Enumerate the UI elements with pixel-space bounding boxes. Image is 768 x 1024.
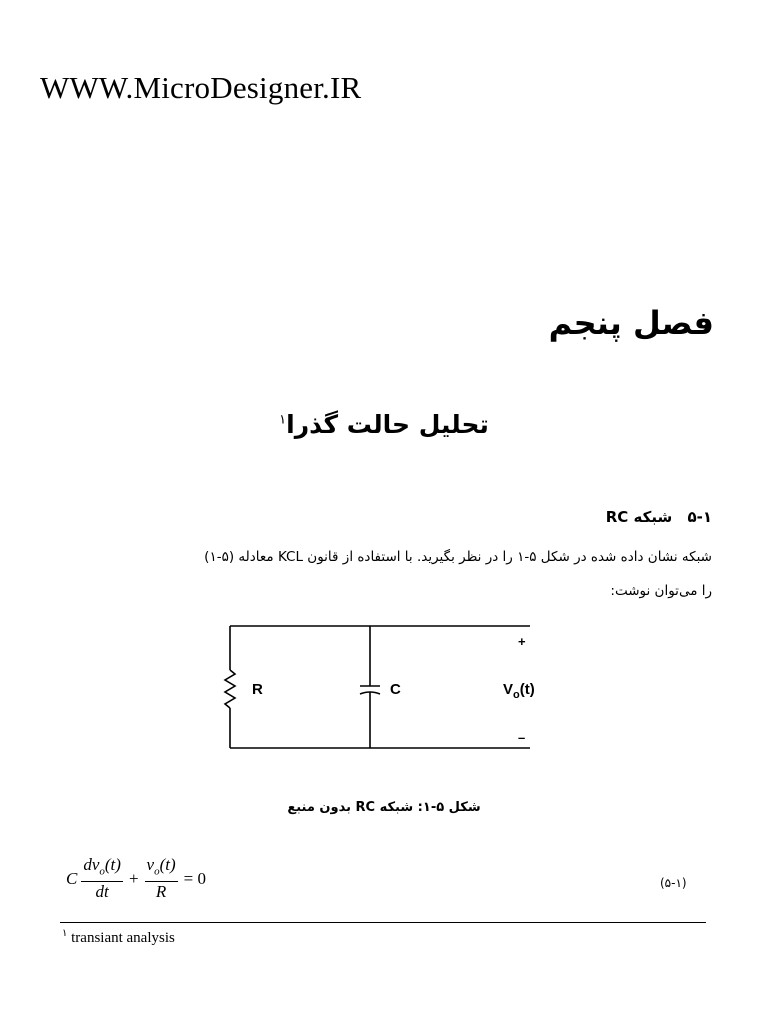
plus-terminal: + (518, 634, 526, 649)
output-voltage-arg: (t) (519, 681, 535, 698)
eq-c: C (66, 868, 78, 888)
footnote-divider (60, 922, 706, 923)
capacitor-label: C (390, 681, 401, 698)
rc-circuit-diagram (220, 618, 550, 758)
eq-rhs: = 0 (183, 868, 206, 888)
subsection-number: ۵-۱ (687, 508, 712, 526)
output-voltage-sub: o (513, 689, 520, 701)
eq-frac1-numerator: $dv_o(t)$ (81, 855, 123, 882)
footnote-marker: ۱ (62, 928, 68, 939)
figure-caption: شکل ۵-۱: شبکه RC بدون منبع (287, 800, 481, 815)
section-title (0, 410, 768, 439)
eq-plus: + (128, 868, 139, 888)
resistor-label: R (252, 681, 263, 698)
output-voltage-v: V (503, 681, 514, 698)
eq-fraction-1 (81, 855, 123, 902)
chapter-title: فصل پنجم (548, 304, 714, 342)
footnote-ref: ۱ (279, 412, 287, 428)
kcl-equation (66, 855, 208, 902)
paragraph-line-1: شبکه نشان داده شده در شکل ۵-۱ را در نظر بگیرید. با استفاده از قانون KCL معادله (۵-۱) (204, 549, 712, 565)
paragraph-line-2: را می‌توان نوشت: (610, 583, 712, 599)
subsection-title: شبکه RC (605, 508, 673, 526)
footnote (62, 928, 175, 947)
eq-frac2-numerator: $v_o(t)$ (145, 855, 178, 882)
equation-number: (۵-۱) (660, 876, 687, 890)
watermark-url: WWW.MicroDesigner.IR (40, 70, 362, 105)
footnote-text: transiant analysis (71, 930, 175, 946)
output-voltage-label (503, 681, 535, 701)
body-paragraph (52, 540, 712, 608)
eq-fraction-2 (145, 855, 178, 902)
eq-frac2-denominator: R (155, 882, 167, 902)
section-title-text: تحلیل حالت گذرا (286, 410, 489, 439)
resistor-symbol (225, 670, 235, 708)
subsection-heading (606, 508, 712, 526)
eq-frac1-denominator: dt (95, 882, 109, 902)
minus-terminal: – (518, 730, 526, 745)
